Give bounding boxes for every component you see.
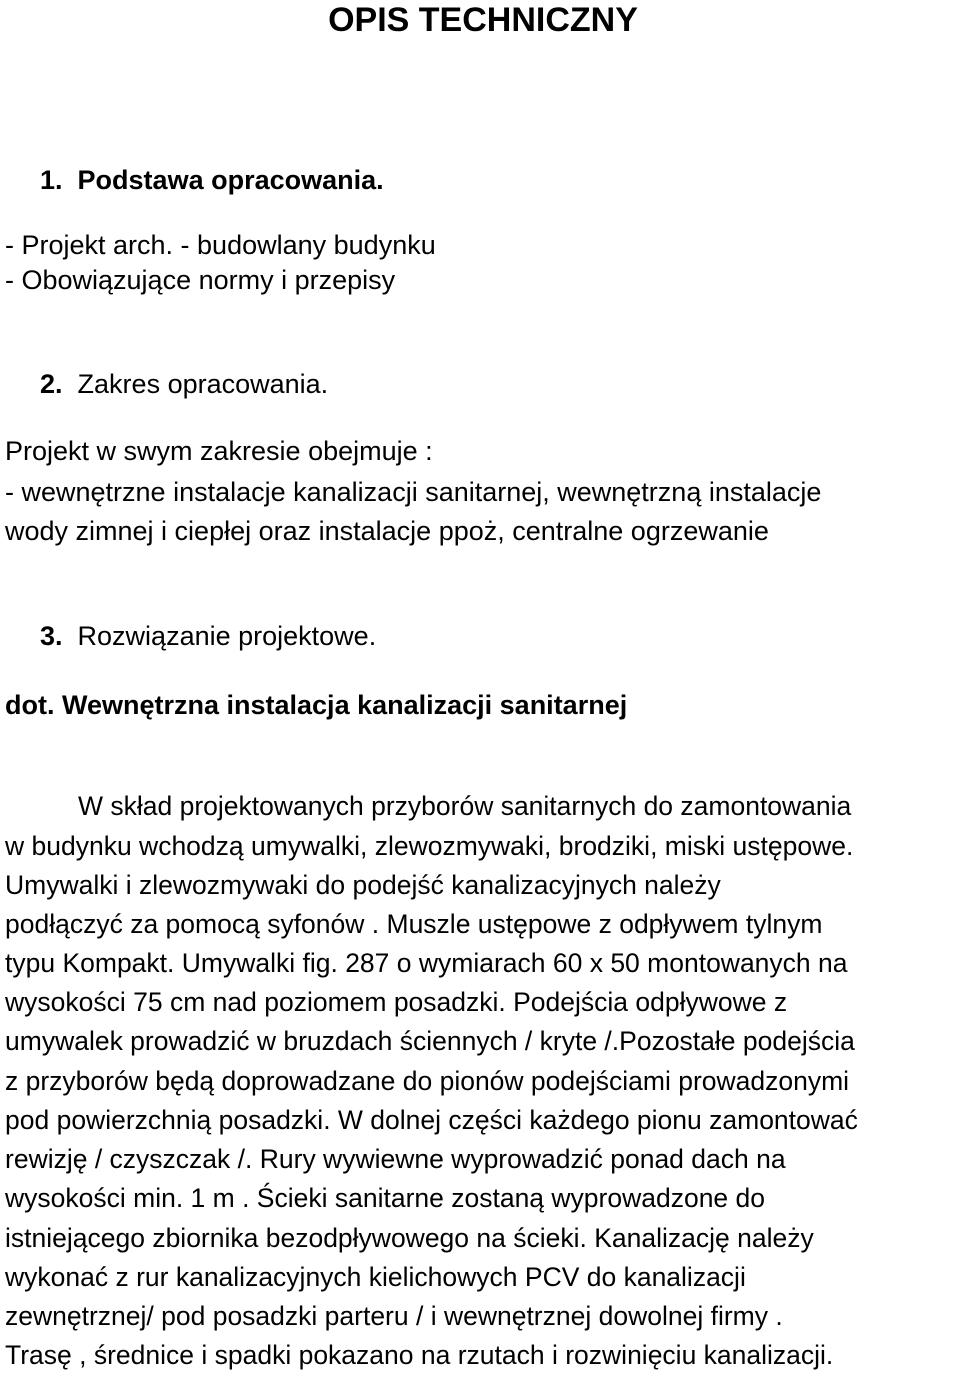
subsection-heading: dot. Wewnętrzna instalacja kanalizacji sanitarnej: [5, 690, 628, 720]
section-1-title: Podstawa opracowania.: [77, 165, 384, 195]
paragraph-line: wysokości min. 1 m . Ścieki sanitarne zostaną wyprowadzone do: [5, 1183, 766, 1213]
section-2-line: - wewnętrzne instalacje kanalizacji sanitarnej, wewnętrzną instalacje: [5, 477, 822, 507]
paragraph-line: wysokości 75 cm nad poziomem posadzki. Podejścia odpływowe z: [5, 987, 788, 1017]
section-3-heading: [40, 620, 376, 652]
paragraph-line: w budynku wchodzą umywalki, zlewozmywaki, brodziki, miski ustępowe.: [5, 831, 854, 861]
section-1-heading: [40, 164, 384, 196]
section-2-number: 2.: [40, 369, 63, 399]
paragraph-line: umywalek prowadzić w bruzdach ściennych / kryte /.Pozostałe podejścia: [5, 1026, 855, 1056]
section-2-line: wody zimnej i ciepłej oraz instalacje ppoż, centralne ogrzewanie: [5, 516, 769, 546]
document-title: OPIS TECHNICZNY: [328, 1, 638, 39]
paragraph-line: Trasę , średnice i spadki pokazano na rzutach i rozwinięciu kanalizacji.: [5, 1340, 834, 1370]
paragraph-line: istniejącego zbiornika bezodpływowego na ścieki. Kanalizację należy: [5, 1223, 814, 1253]
section-3-title: Rozwiązanie projektowe.: [77, 621, 377, 651]
paragraph-line: W skład projektowanych przyborów sanitarnych do zamontowania: [78, 791, 852, 821]
paragraph-line: zewnętrznej/ pod posadzki parteru / i wewnętrznej dowolnej firmy .: [5, 1301, 783, 1331]
paragraph-line: Umywalki i zlewozmywaki do podejść kanalizacyjnych należy: [5, 870, 721, 900]
section-2-title: Zakres opracowania.: [77, 369, 329, 399]
paragraph-line: rewizję / czyszczak /. Rury wywiewne wyprowadzić ponad dach na: [5, 1144, 786, 1174]
paragraph-line: z przyborów będą doprowadzane do pionów podejściami prowadzonymi: [5, 1066, 850, 1096]
paragraph-line: podłączyć za pomocą syfonów . Muszle ustępowe z odpływem tylnym: [5, 909, 823, 939]
section-3-number: 3.: [40, 621, 63, 651]
section-2-line: Projekt w swym zakresie obejmuje :: [5, 436, 433, 466]
paragraph-line: pod powierzchnią posadzki. W dolnej części każdego pionu zamontować: [5, 1105, 858, 1135]
paragraph-line: wykonać z rur kanalizacyjnych kielichowych PCV do kanalizacji: [5, 1262, 746, 1292]
section-1-item: - Projekt arch. - budowlany budynku: [5, 230, 436, 260]
paragraph-line: typu Kompakt. Umywalki fig. 287 o wymiarach 60 x 50 montowanych na: [5, 948, 848, 978]
section-1-item: - Obowiązujące normy i przepisy: [5, 265, 396, 295]
section-1-number: 1.: [40, 165, 63, 195]
section-2-heading: [40, 368, 328, 400]
